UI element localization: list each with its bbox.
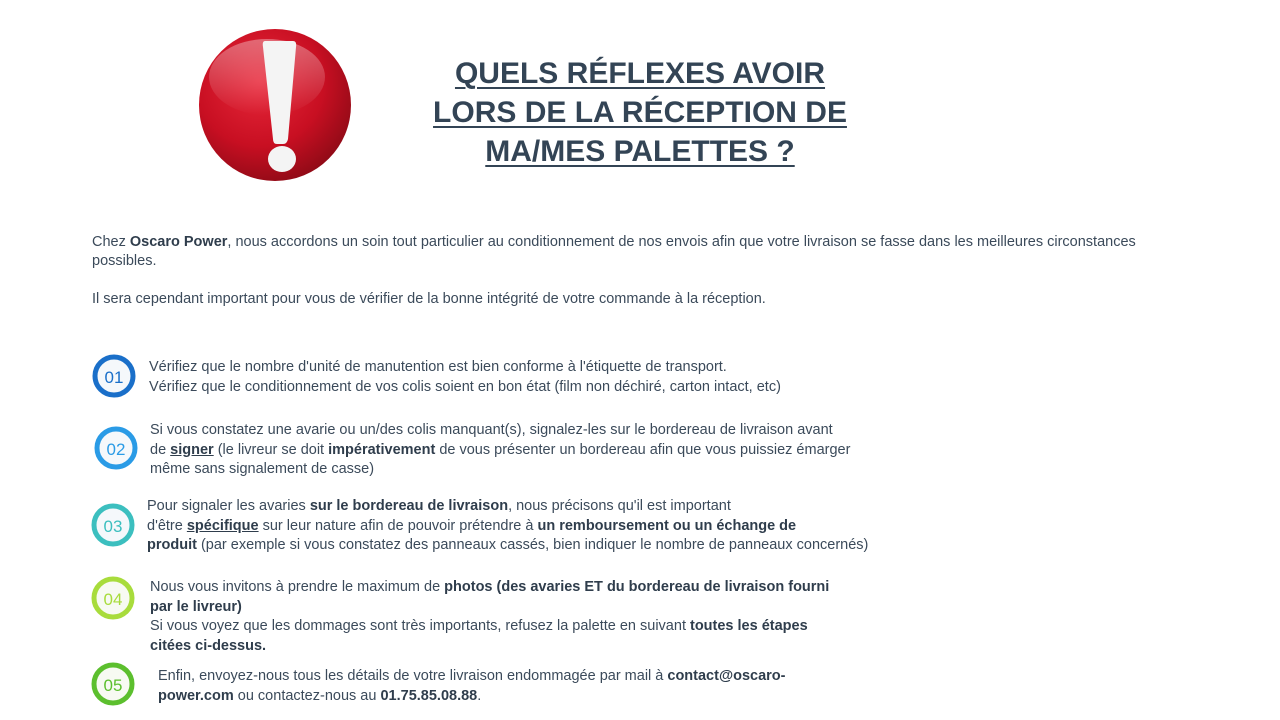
step-number-01-icon [92,354,136,398]
intro-text [92,233,1172,309]
step-01-text: Vérifiez que le nombre d'unité de manutention est bien conforme à l'étiquette de transport. Vérifiez que le conditionnement de vos colis soient en bon état (film non déchiré, carton intact, etc) [149,359,781,395]
intro-paragraph-2: Il sera cependant important pour vous de vérifier de la bonne intégrité de votre commande à la réception. [92,291,766,307]
svg-text:02: 02 [106,440,126,459]
step-number-02-icon [94,426,138,470]
step-03-text: Pour signaler les avaries sur le bordereau de livraison, nous précisons qu'il est important d'être spécifique sur leur nature afin de pouvoir prétendre à un remboursement ou un échange de produit (par exemple si vous constatez des panneaux cassés, bien indiquer le nombre de panneaux concernés) [147,498,869,553]
contact-email-part2: power.com [158,687,234,704]
step-04-text: Nous vous invitons à prendre le maximum de photos (des avaries ET du bordereau de livraison fourni par le livreur) Si vous voyez que les dommages sont très importants, refusez la palette en suivant toutes les étapes citées ci-dessus. [150,579,830,654]
svg-text:01: 01 [104,368,124,387]
brand-name: Oscaro Power [129,234,228,250]
svg-text:04: 04 [103,590,123,609]
step-number-04-icon [91,576,135,620]
step-05-text: Enfin, envoyez-nous tous les détails de votre livraison endommagée par mail à contact@oscaro- power.com ou contactez-nous au 01.75.85.08.88. [158,668,786,704]
page-title [400,54,880,171]
svg-text:05: 05 [103,676,123,695]
step-02-text: Si vous constatez une avarie ou un/des colis manquant(s), signalez-les sur le bordereau de livraison avant de signer (le livreur se doit impérativement de vous présenter un bordereau afin que vous puissiez émarger même sans signalement de casse) [150,422,851,477]
step-number-03-icon [91,503,135,547]
step-number-05-icon [91,662,135,706]
contact-email-part1: contact@oscaro- [667,668,786,684]
contact-phone: 01.75.85.08.88 [380,687,478,704]
intro-paragraph-1: Chez Oscaro Power, nous accordons un soin tout particulier au conditionnement de nos envois afin que votre livraison se fasse dans les meilleures circonstances possibles. [92,234,1136,269]
title-line-3: MA/MES PALETTES ? [485,135,795,168]
title-line-2: LORS DE LA RÉCEPTION DE [433,96,847,129]
alert-exclamation-icon [197,27,353,183]
title-line-1: QUELS RÉFLEXES AVOIR [454,57,826,90]
svg-text:03: 03 [103,517,123,536]
